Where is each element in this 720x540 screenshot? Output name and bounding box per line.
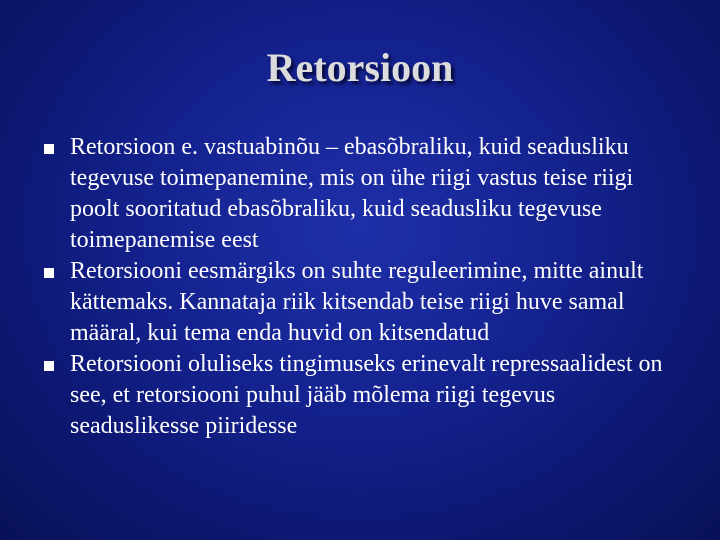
bullet-item <box>42 349 682 442</box>
square-bullet-icon <box>44 144 54 154</box>
slide-title: Retorsioon <box>266 45 454 90</box>
bullet-item <box>42 256 682 349</box>
square-bullet-icon <box>44 361 54 371</box>
bullet-list <box>42 132 682 442</box>
bullet-item <box>42 132 682 256</box>
bullet-text: Retorsiooni eesmärgiks on suhte reguleerimine, mitte ainult kättemaks. Kannataja riik kitsendab teise riigi huve samal määral, kui tema enda huvid on kitsendatud <box>70 258 644 346</box>
bullet-text: Retorsiooni oluliseks tingimuseks erinevalt repressaalidest on see, et retorsiooni puhul jääb mõlema riigi tegevus seaduslikesse piiridesse <box>70 351 663 439</box>
bullet-text: Retorsioon e. vastuabinõu – ebasõbraliku, kuid seadusliku tegevuse toimepanemine, mis on ühe riigi vastus teise riigi poolt sooritatud ebasõbraliku, kuid seadusliku tegevuse toimepanemise eest <box>70 134 634 253</box>
square-bullet-icon <box>44 268 54 278</box>
